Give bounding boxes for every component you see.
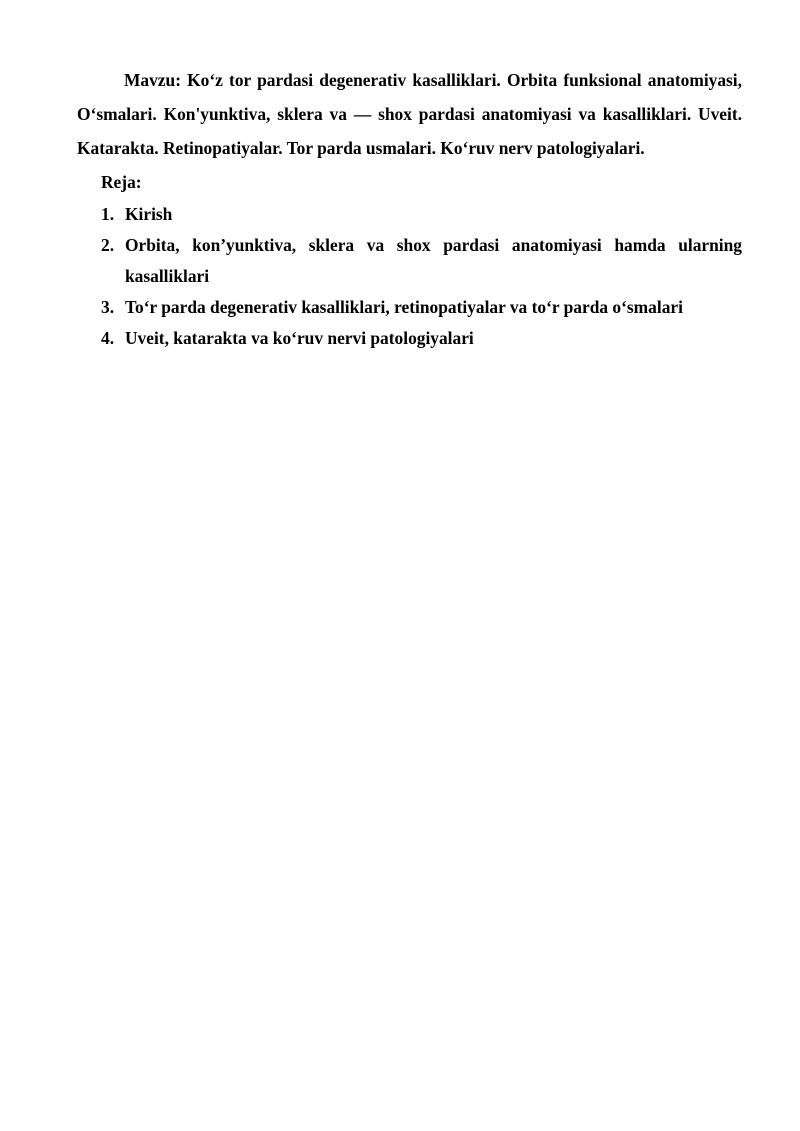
plan-item <box>77 230 742 292</box>
plan-item-text: Uveit, katarakta va ko‘ruv nervi patologiyalari <box>125 328 474 348</box>
plan-heading: Reja: <box>101 172 142 192</box>
plan-item-text: To‘r parda degenerativ kasalliklari, retinopatiyalar va to‘r parda o‘smalari <box>125 297 683 317</box>
plan-item-number: 1. <box>101 204 115 224</box>
plan-item <box>77 292 742 323</box>
document-page <box>77 63 742 354</box>
plan-item-text: Kirish <box>125 204 173 224</box>
plan-item-text: Orbita, kon’yunktiva, sklera va shox pardasi anatomiyasi hamda ularning kasalliklari <box>125 235 742 286</box>
plan-item <box>77 323 742 354</box>
topic-paragraph: Mavzu: Ko‘z tor pardasi degenerativ kasalliklari. Orbita funksional anatomiyasi, O‘smalari. Kon'yunktiva, sklera va — shox pardasi anatomiyasi va kasalliklari. Uveit. Katarakta. Retinopatiyalar. Tor parda usmalari. Ko‘ruv nerv patologiyalari. <box>77 70 742 158</box>
plan-item <box>77 199 742 230</box>
plan-item-number: 3. <box>101 297 115 317</box>
plan-item-number: 2. <box>101 235 115 255</box>
plan-list <box>77 199 742 354</box>
plan-item-number: 4. <box>101 328 115 348</box>
